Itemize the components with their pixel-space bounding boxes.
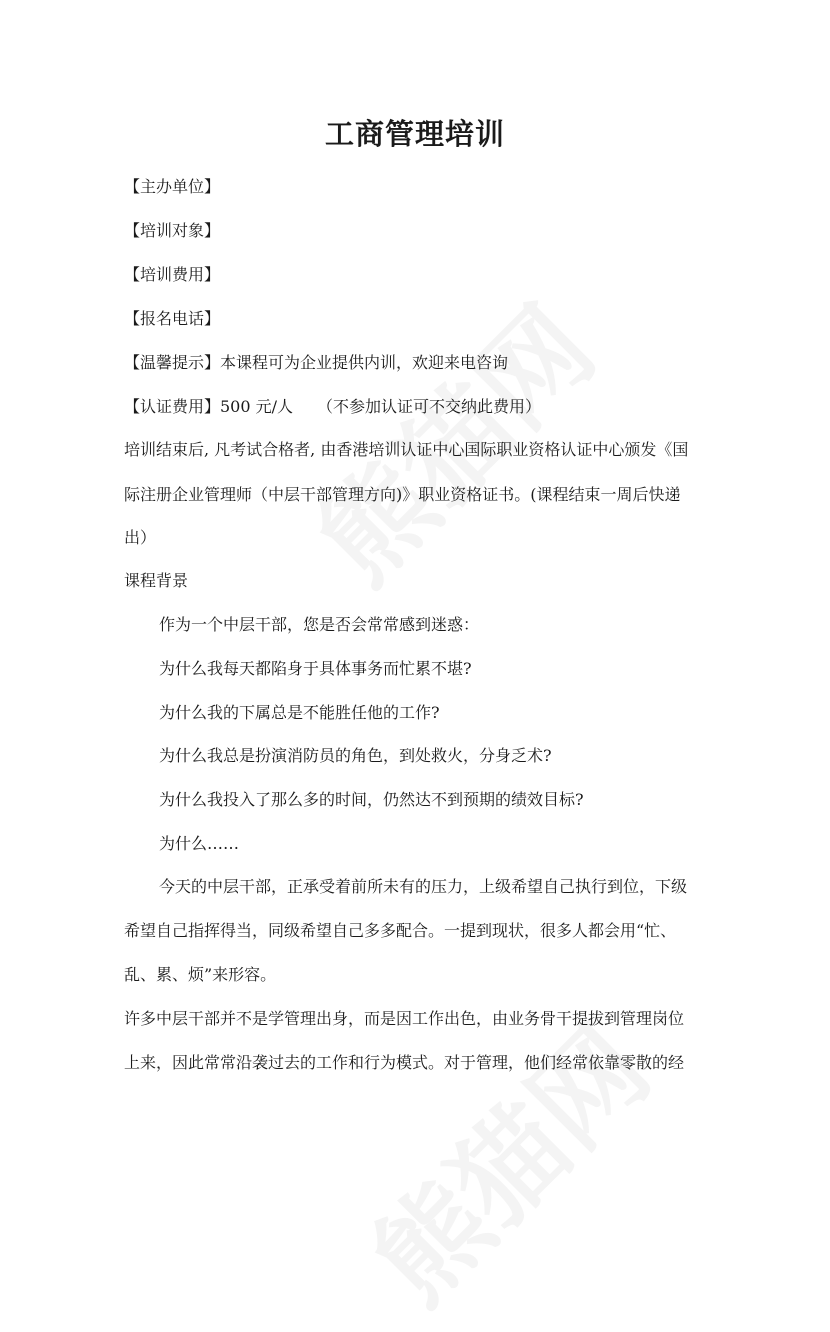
field-tip: 【温馨提示】本课程可为企业提供内训，欢迎来电咨询	[124, 353, 509, 372]
question-line: 为什么我总是扮演消防员的角色，到处救火，分身乏术?	[159, 746, 552, 765]
field-organizer: 【主办单位】	[124, 177, 221, 196]
section-heading: 课程背景	[124, 571, 189, 590]
paragraph-line: 培训结束后, 凡考试合格者, 由香港培训认证中心国际职业资格认证中心颁发《国	[124, 440, 689, 459]
question-line: 为什么我投入了那么多的时间，仍然达不到预期的绩效目标?	[159, 790, 584, 809]
field-cert-fee: 【认证费用】500 元/人 （不参加认证可不交纳此费用）	[124, 397, 542, 416]
field-phone: 【报名电话】	[124, 309, 221, 328]
paragraph-line: 际注册企业管理师（中层干部管理方向)》职业资格证书。(课程结束一周后快递	[124, 485, 681, 504]
document-title: 工商管理培训	[324, 117, 505, 151]
paragraph-line: 乱、累、烦”来形容。	[124, 965, 277, 984]
question-line: 为什么我每天都陷身于具体事务而忙累不堪?	[159, 659, 472, 678]
paragraph-line: 出）	[124, 528, 157, 547]
question-line: 为什么……	[159, 834, 240, 853]
paragraph-line: 今天的中层干部，正承受着前所未有的压力，上级希望自己执行到位，下级	[159, 877, 688, 896]
paragraph-line: 上来，因此常常沿袭过去的工作和行为模式。对于管理，他们经常依靠零散的经	[124, 1053, 685, 1072]
watermark	[332, 986, 677, 1331]
paragraph-line: 许多中层干部并不是学管理出身，而是因工作出色，由业务骨干提拔到管理岗位	[124, 1009, 685, 1028]
field-audience: 【培训对象】	[124, 221, 221, 240]
paragraph-line: 作为一个中层干部，您是否会常常感到迷惑：	[159, 615, 480, 634]
field-fee: 【培训费用】	[124, 265, 221, 284]
paragraph-line: 希望自己指挥得当，同级希望自己多多配合。一提到现状，很多人都会用“忙、	[124, 921, 677, 940]
question-line: 为什么我的下属总是不能胜任他的工作?	[159, 703, 440, 722]
